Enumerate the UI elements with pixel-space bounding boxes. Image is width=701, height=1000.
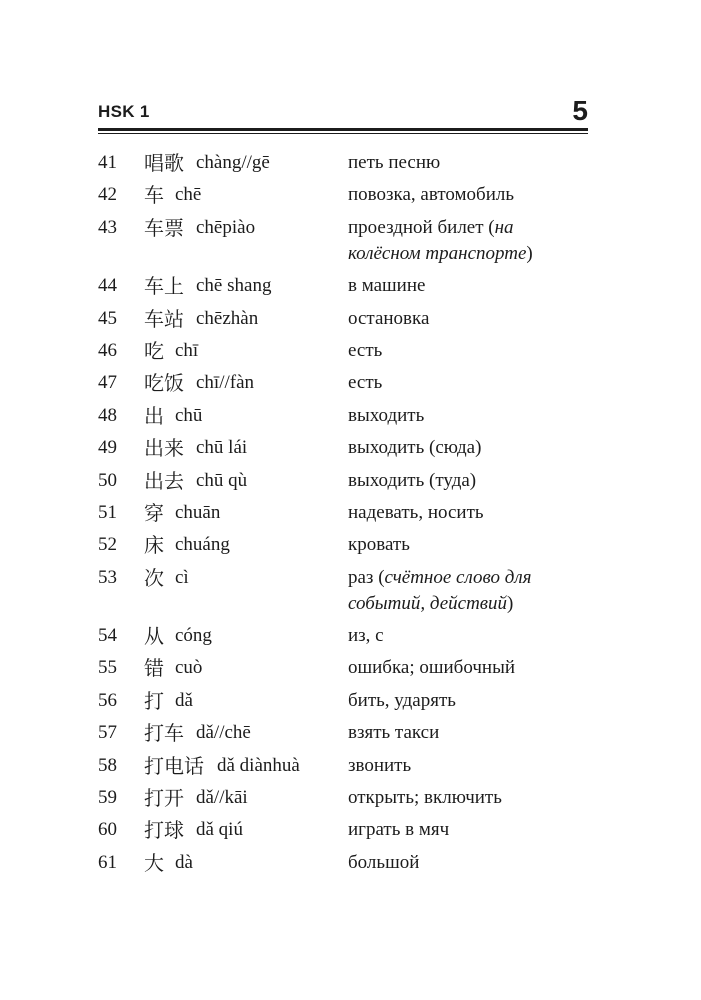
translation-text: проездной билет ( — [348, 216, 495, 238]
series-title: HSK 1 — [98, 102, 150, 121]
entry-translation — [348, 720, 588, 746]
entry-pinyin: chēzhàn — [196, 307, 259, 329]
entry-pinyin: chū lái — [196, 437, 248, 459]
vocab-entry — [98, 785, 588, 811]
entry-pinyin: chī — [175, 339, 199, 361]
page-number: 5 — [572, 95, 588, 126]
translation-text: звонить — [348, 754, 412, 776]
entry-hanzi: 车 — [144, 183, 164, 208]
vocab-entry — [98, 688, 588, 714]
entry-pinyin: dà — [175, 851, 193, 873]
translation-italic-note: счётное слово для событий, действий — [348, 566, 532, 614]
translation-text: в машине — [348, 275, 426, 297]
header-rule-thick — [98, 128, 588, 131]
entry-pinyin: cóng — [175, 625, 212, 647]
vocab-entry — [98, 753, 588, 779]
entry-pinyin: dǎ diànhuà — [217, 754, 300, 776]
vocab-entry — [98, 532, 588, 558]
vocab-entry — [98, 306, 588, 332]
entry-hanzi: 出去 — [144, 468, 184, 493]
entry-hanzi: 次 — [144, 565, 164, 590]
entry-hanzi: 车票 — [144, 215, 184, 240]
entry-hanzi: 吃饭 — [144, 371, 184, 396]
entry-number: 56 — [98, 689, 117, 711]
entry-number: 60 — [98, 819, 117, 841]
entry-translation — [348, 500, 588, 526]
entry-translation — [348, 182, 588, 208]
entry-translation — [348, 623, 588, 649]
entry-hanzi: 车上 — [144, 274, 184, 299]
entry-hanzi: 出来 — [144, 436, 184, 461]
entry-translation — [348, 468, 588, 494]
entry-hanzi: 打电话 — [144, 753, 204, 778]
vocab-entry — [98, 817, 588, 843]
entry-pinyin: dǎ — [175, 689, 193, 711]
entry-translation — [348, 785, 588, 811]
entry-translation — [348, 532, 588, 558]
entry-number: 41 — [98, 152, 117, 173]
entry-pinyin: chàng//gē — [196, 152, 270, 173]
translation-text: из, с — [348, 625, 384, 647]
vocabulary-list — [98, 150, 588, 882]
entry-translation — [348, 215, 588, 267]
translation-text: остановка — [348, 307, 430, 329]
entry-number: 44 — [98, 275, 117, 297]
entry-pinyin: chēpiào — [196, 216, 256, 238]
entry-number: 53 — [98, 566, 117, 588]
entry-hanzi: 从 — [144, 624, 164, 649]
entry-translation — [348, 338, 588, 364]
entry-number: 61 — [98, 851, 117, 873]
entry-translation — [348, 435, 588, 461]
entry-number: 54 — [98, 625, 117, 647]
translation-text: ошибка; ошибочный — [348, 657, 516, 679]
entry-number: 49 — [98, 437, 117, 459]
entry-translation — [348, 150, 588, 176]
entry-pinyin: dǎ qiú — [196, 819, 243, 841]
translation-text: повозка, автомобиль — [348, 184, 515, 206]
translation-text: ) — [526, 242, 533, 264]
vocab-entry — [98, 150, 588, 176]
translation-text: взять такси — [348, 722, 440, 744]
entry-translation — [348, 565, 588, 617]
entry-hanzi: 打车 — [144, 721, 184, 746]
entry-number: 57 — [98, 722, 117, 744]
translation-text: выходить (туда) — [348, 469, 477, 491]
entry-pinyin: chē shang — [196, 275, 272, 297]
entry-hanzi: 吃 — [144, 338, 164, 363]
entry-hanzi: 穿 — [144, 500, 164, 525]
vocab-entry — [98, 500, 588, 526]
entry-number: 59 — [98, 787, 117, 809]
vocab-entry — [98, 370, 588, 396]
translation-text: выходить (сюда) — [348, 437, 482, 459]
entry-translation — [348, 817, 588, 843]
entry-pinyin: chū qù — [196, 469, 248, 491]
vocab-entry — [98, 720, 588, 746]
entry-number: 48 — [98, 404, 117, 426]
entry-number: 43 — [98, 216, 117, 238]
entry-number: 50 — [98, 469, 117, 491]
entry-pinyin: chī//fàn — [196, 372, 255, 394]
entry-translation — [348, 403, 588, 429]
entry-pinyin: cuò — [175, 657, 203, 679]
entry-hanzi: 错 — [144, 656, 164, 681]
translation-text: большой — [348, 851, 420, 873]
entry-pinyin: chē — [175, 184, 202, 206]
entry-translation — [348, 753, 588, 779]
entry-hanzi: 打球 — [144, 818, 184, 843]
entry-number: 58 — [98, 754, 117, 776]
entry-hanzi: 打 — [144, 688, 164, 713]
vocab-entry — [98, 623, 588, 649]
vocab-entry — [98, 215, 588, 267]
vocab-entry — [98, 655, 588, 681]
entry-translation — [348, 370, 588, 396]
entry-pinyin: chū — [175, 404, 203, 426]
entry-number: 46 — [98, 339, 117, 361]
entry-pinyin: dǎ//chē — [196, 722, 251, 744]
entry-number: 51 — [98, 501, 117, 523]
translation-italic-note: на колёсном транспорте — [348, 216, 527, 264]
entry-pinyin: chuáng — [175, 534, 230, 556]
page-header — [98, 92, 588, 126]
entry-number: 52 — [98, 534, 117, 556]
vocab-entry — [98, 468, 588, 494]
translation-text: ) — [507, 592, 514, 614]
translation-text: кровать — [348, 534, 410, 556]
vocab-entry — [98, 850, 588, 876]
entry-translation — [348, 655, 588, 681]
entry-number: 47 — [98, 372, 117, 394]
entry-pinyin: cì — [175, 566, 189, 588]
translation-text: надевать, носить — [348, 501, 484, 523]
entry-number: 45 — [98, 307, 117, 329]
entry-translation — [348, 850, 588, 876]
translation-text: раз ( — [348, 566, 385, 588]
entry-number: 42 — [98, 184, 117, 206]
translation-text: есть — [348, 372, 383, 394]
entry-hanzi: 出 — [144, 403, 164, 428]
entry-hanzi: 大 — [144, 850, 164, 875]
vocab-entry — [98, 182, 588, 208]
translation-text: есть — [348, 339, 383, 361]
vocab-entry — [98, 273, 588, 299]
translation-text: играть в мяч — [348, 819, 450, 841]
vocab-entry — [98, 565, 588, 617]
entry-hanzi: 唱歌 — [144, 151, 184, 175]
translation-text: выходить — [348, 404, 425, 426]
entry-translation — [348, 273, 588, 299]
translation-text: петь песню — [348, 152, 441, 173]
entry-translation — [348, 688, 588, 714]
entry-hanzi: 打开 — [144, 786, 184, 811]
entry-translation — [348, 306, 588, 332]
translation-text: бить, ударять — [348, 689, 456, 711]
vocab-entry — [98, 435, 588, 461]
translation-text: открыть; включить — [348, 787, 502, 809]
entry-number: 55 — [98, 657, 117, 679]
entry-hanzi: 车站 — [144, 306, 184, 331]
entry-hanzi: 床 — [144, 533, 164, 558]
vocab-entry — [98, 338, 588, 364]
entry-pinyin: dǎ//kāi — [196, 787, 248, 809]
entry-pinyin: chuān — [175, 501, 221, 523]
vocab-entry — [98, 403, 588, 429]
header-rule-thin — [98, 133, 588, 134]
